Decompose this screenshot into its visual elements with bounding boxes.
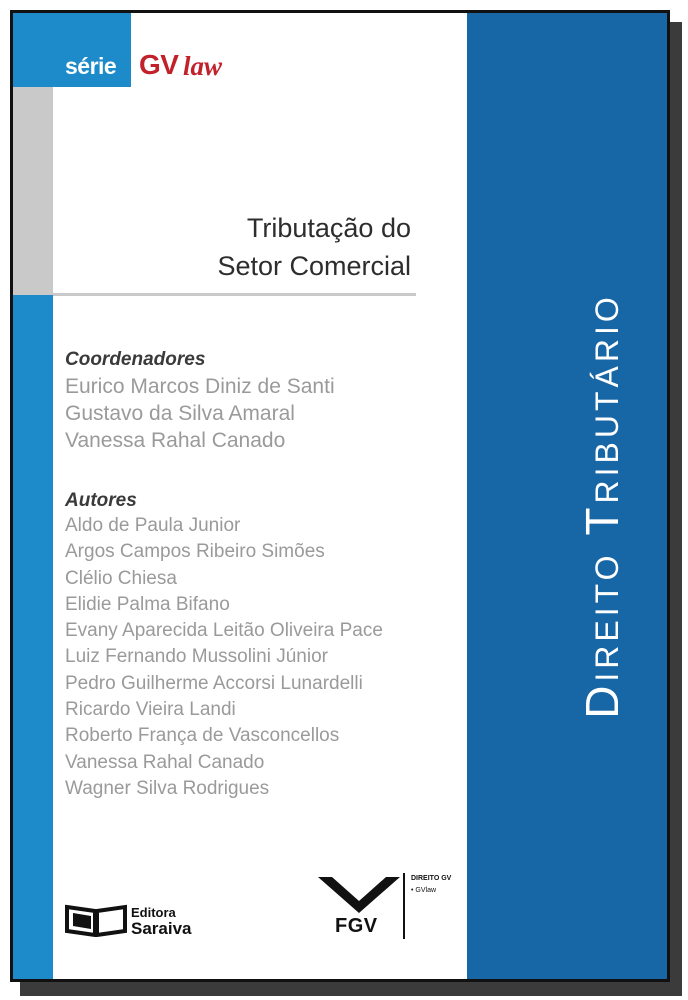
direito-gv-label: DIREITO GV: [411, 875, 452, 882]
spine-panel: [467, 13, 670, 979]
serie-label: série: [65, 53, 117, 79]
coordenadores-heading: Coordenadores: [65, 349, 206, 370]
publisher-logo: [131, 906, 192, 938]
gvlaw-label: • GVlaw: [411, 887, 437, 894]
autor-name: Aldo de Paula Junior: [65, 515, 241, 536]
publisher-line-2: Saraiva: [131, 919, 192, 938]
book-title-line-1: Tributação do: [246, 213, 411, 243]
fgv-logo-icon: [318, 875, 400, 915]
publisher-line-1: Editora: [131, 905, 176, 920]
coordenadores-list: [65, 373, 335, 454]
autor-name: Wagner Silva Rodrigues: [65, 777, 270, 799]
autor-name: Pedro Guilherme Accorsi Lunardelli: [65, 672, 363, 694]
coordenador-name: Eurico Marcos Diniz de Santi: [65, 375, 335, 398]
autor-name: Argos Campos Ribeiro Simões: [65, 541, 325, 563]
book-icon: [65, 903, 127, 937]
brand-gv: GV: [139, 49, 179, 80]
autor-name: Roberto França de Vasconcellos: [65, 725, 340, 747]
grey-accent-block: [13, 87, 53, 295]
spine-title: Direito Tributário: [576, 293, 628, 719]
autor-name: Elidie Palma Bifano: [65, 593, 230, 615]
autor-name: Evany Aparecida Leitão Oliveira Pace: [65, 620, 383, 642]
coordenador-name: Vanessa Rahal Canado: [65, 429, 286, 452]
autores-list: [65, 513, 383, 802]
book-cover: [10, 10, 670, 982]
fgv-name: FGV: [335, 915, 378, 937]
book-title-line-2: Setor Comercial: [217, 251, 411, 281]
fgv-divider: [403, 873, 405, 939]
autor-name: Vanessa Rahal Canado: [65, 751, 265, 773]
autor-name: Clélio Chiesa: [65, 567, 177, 589]
title-divider: [53, 293, 416, 296]
coordenador-name: Gustavo da Silva Amaral: [65, 402, 295, 425]
autor-name: Luiz Fernando Mussolini Júnior: [65, 646, 328, 668]
autores-heading: Autores: [65, 490, 137, 511]
autor-name: Ricardo Vieira Landi: [65, 699, 236, 721]
book-title: [217, 209, 411, 285]
brand-law: law: [183, 51, 223, 81]
